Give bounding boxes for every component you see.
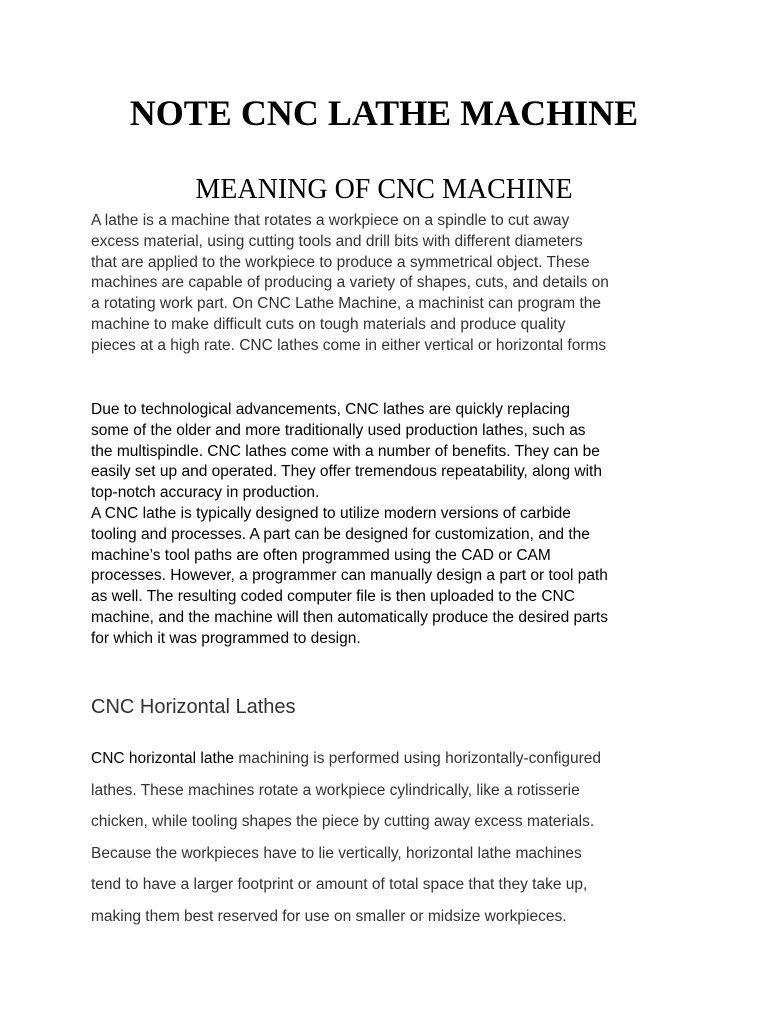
subheading-horizontal-lathes: CNC Horizontal Lathes <box>91 696 296 718</box>
paragraph-line: making them best reserved for use on smaller or midsize workpieces. <box>91 907 567 925</box>
paragraph-line: the multispindle. CNC lathes come with a number of benefits. They can be <box>91 442 600 460</box>
paragraph-line: easily set up and operated. They offer tremendous repeatability, along with <box>91 463 602 481</box>
paragraph-line: processes. However, a programmer can manually design a part or tool path <box>91 567 608 585</box>
paragraph-horizontal-lathe <box>91 743 691 932</box>
section-heading-meaning: MEANING OF CNC MACHINE <box>195 174 573 205</box>
paragraph-line: chicken, while tooling shapes the piece by cutting away excess materials. <box>91 813 595 830</box>
paragraph-line: A CNC lathe is typically designed to utilize modern versions of carbide <box>91 505 571 522</box>
paragraph-technological-advancements <box>91 400 691 504</box>
paragraph-line: as well. The resulting coded computer file is then uploaded to the CNC <box>91 588 575 606</box>
paragraph-line: that are applied to the workpiece to produce a symmetrical object. These <box>91 253 590 271</box>
paragraph-line: Because the workpieces have to lie vertically, horizontal lathe machines <box>91 844 582 862</box>
paragraph-line: some of the older and more traditionally used production lathes, such as <box>91 421 586 439</box>
paragraph-line-text: machining is performed using horizontally-configured <box>234 750 602 767</box>
document-title: NOTE CNC LATHE MACHINE <box>129 93 639 133</box>
paragraph-line: A lathe is a machine that rotates a workpiece on a spindle to cut away <box>91 212 570 229</box>
paragraph-lead-term: CNC horizontal lathe <box>91 750 235 767</box>
paragraph-line: machine’s tool paths are often programmed using the CAD or CAM <box>91 546 551 564</box>
paragraph-carbide-tooling <box>91 504 691 650</box>
paragraph-line <box>91 743 691 775</box>
paragraph-line: machine to make difficult cuts on tough materials and produce quality <box>91 315 566 333</box>
paragraph-line: a rotating work part. On CNC Lathe Machine, a machinist can program the <box>91 295 602 313</box>
paragraph-lathe-definition <box>91 211 691 357</box>
paragraph-line: tooling and processes. A part can be designed for customization, and the <box>91 525 590 543</box>
paragraph-line: top-notch accuracy in production. <box>91 484 320 502</box>
paragraph-line: machines are capable of producing a variety of shapes, cuts, and details on <box>91 274 609 292</box>
paragraph-line: tend to have a larger footprint or amount of total space that they take up, <box>91 876 588 893</box>
paragraph-line: for which it was programmed to design. <box>91 629 361 647</box>
paragraph-line: Due to technological advancements, CNC lathes are quickly replacing <box>91 401 571 418</box>
paragraph-line: lathes. These machines rotate a workpiece cylindrically, like a rotisserie <box>91 781 580 799</box>
paragraph-line: pieces at a high rate. CNC lathes come in either vertical or horizontal forms <box>91 336 607 354</box>
paragraph-line: machine, and the machine will then automatically produce the desired parts <box>91 608 608 626</box>
paragraph-line: excess material, using cutting tools and drill bits with different diameters <box>91 232 583 250</box>
